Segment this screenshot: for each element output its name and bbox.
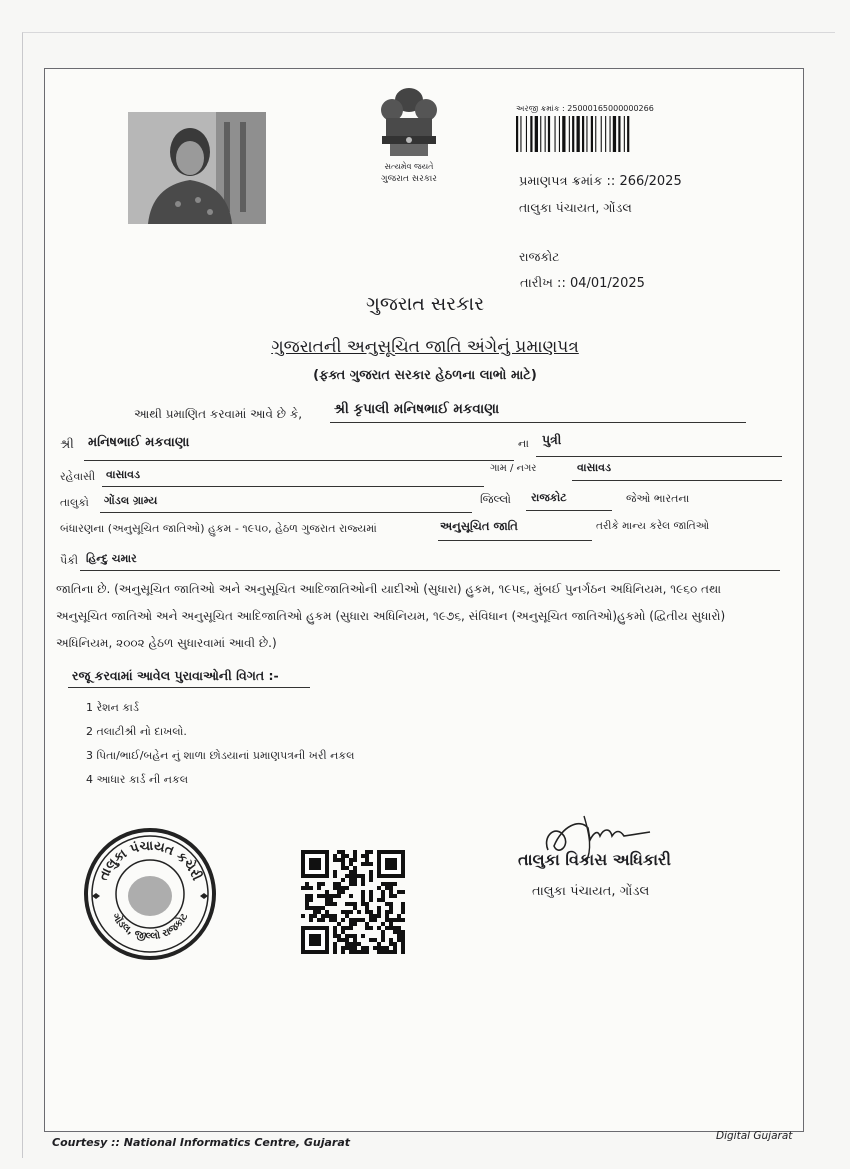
certificate-title: ગુજરાતની અનુસૂચિત જાતિ અંગેનું પ્રમાણપત્ર (271, 337, 579, 357)
rule-line (68, 687, 310, 688)
caste: હિન્દુ ચમાર (86, 552, 137, 565)
list-item: 1 રેશન કાર્ડ (86, 701, 139, 714)
list-item: 2 તલાટીશ્રી નો દાખલો. (86, 725, 187, 738)
footer-brand: Digital Gujarat (716, 1130, 793, 1142)
district: રાજકોટ (531, 491, 567, 504)
government-title: ગુજરાત સરકાર (365, 293, 485, 315)
relation: પુત્રી (542, 432, 562, 447)
rule-line (536, 456, 782, 457)
rule-line (330, 422, 746, 423)
taluka-label: તાલુકો (60, 496, 89, 509)
application-number: અરજી ક્રમાંક : 250001650000002​66 (516, 104, 654, 113)
documents-list (86, 696, 354, 792)
district-label: જિલ્લો (480, 492, 512, 506)
jeo-label: જેઓ ભારતના (626, 492, 690, 505)
footer-courtesy: Courtesy :: National Informatics Centre, Gujarat (52, 1136, 351, 1149)
verification-qr-code (301, 850, 405, 954)
father-name: મનિષભાઈ મકવાણા (88, 435, 190, 450)
applicant-name: શ્રી કૃપાલી મનિષભાઈ મકવાણા (334, 401, 500, 417)
recognized-label: તરીકે માન્ય કરેલ જાતિઓ (596, 520, 710, 532)
lion-capital-icon (368, 82, 450, 164)
issuing-office: તાલુકા પંચાયત, ગોંડલ (519, 200, 632, 215)
documents-heading: રજૂ કરવામાં આવેલ પુરાવાઓની વિગત :- (72, 668, 279, 683)
peta-label: પૈકી (60, 554, 79, 567)
village-label: ગામ / નગર (490, 463, 537, 474)
relation-label: ના (518, 437, 529, 450)
resident-label: રહેવાસી (60, 470, 96, 483)
emblem-label: ગુજરાત સરકાર (381, 174, 437, 184)
legal-paragraph: જાતિના છે. (અનુસૂચિત જાતિઓ અને અનુસૂચિત આદિજાતિઓની યાદીઓ (સુધારા) હુકમ, ૧૯૫૬, મુંબઈ પુનર્ગઠન અધિનિયમ, ૧૯૬૦ તથા અનુસૂચિત જાતિઓ અને અનુસૂચિત આદિજાતિઓ હુકમ (સુધારા અધિનિયમ, ૧૯૭૬, સંવિધાન (અનુસૂચિત જાતિઓ)હુકમો (દ્વિતીય સુધારો) અધિનિયમ, ૨૦૦૨ હેઠળ સુધારવામાં આવી છે.) (56, 582, 726, 650)
applicant-photo (128, 112, 266, 224)
issue-date: તારીખ :: 04/01/2025 (520, 276, 645, 291)
rule-line (84, 460, 514, 461)
resident: વાસાવડ (106, 468, 141, 481)
category: અનુસૂચિત જાતિ (440, 519, 518, 533)
certify-label: આથી પ્રમાણિત કરવામાં આવે છે કે, (134, 407, 303, 421)
list-item: 4 આધાર કાર્ડ ની નકલ (86, 773, 189, 786)
village: વાસાવડ (577, 461, 612, 474)
taluka: ગોંડલ ગ્રામ્ય (104, 494, 158, 507)
list-item: 3 પિતા/ભાઈ/બહેન નું શાળા છોડયાનાં પ્રમાણપત્રની ખરી નકલ (86, 749, 355, 762)
rule-line (438, 540, 592, 541)
rule-line (572, 480, 782, 481)
office-seal (82, 826, 218, 962)
constitution-text: બંધારણના (અનુસૂચિત જાતિઓ) હુકમ - ૧૯૫૦, હેઠળ ગુજરાત રાજ્યમાં (60, 522, 377, 535)
rule-line (526, 510, 612, 511)
officer-designation: તાલુકા વિકાસ અધિકારી (518, 850, 671, 869)
emblem-motto: સત્યમેવ જયતે (384, 162, 434, 171)
rule-line (102, 486, 484, 487)
father-prefix: શ્રી (60, 436, 74, 451)
certificate-note: (ફક્ત ગુજરાત સરકાર હેઠળના લાભો માટે) (313, 368, 537, 383)
rule-line (100, 512, 472, 513)
issuing-district: રાજકોટ (519, 249, 560, 264)
seal-bottom-text: ગોંડલ, જીલ્લો રાજકોટ (109, 911, 191, 943)
certificate-number: પ્રમાણપત્ર ક્રમાંક :: 266/2025 (519, 174, 682, 189)
barcode (516, 116, 682, 152)
seal-outer-text: તાલુકા પંચાયત કચેરી (96, 838, 204, 883)
state-emblem (368, 82, 450, 192)
officer-office: તાલુકા પંચાયત, ગોંડલ (532, 884, 650, 899)
rule-line (80, 570, 780, 571)
